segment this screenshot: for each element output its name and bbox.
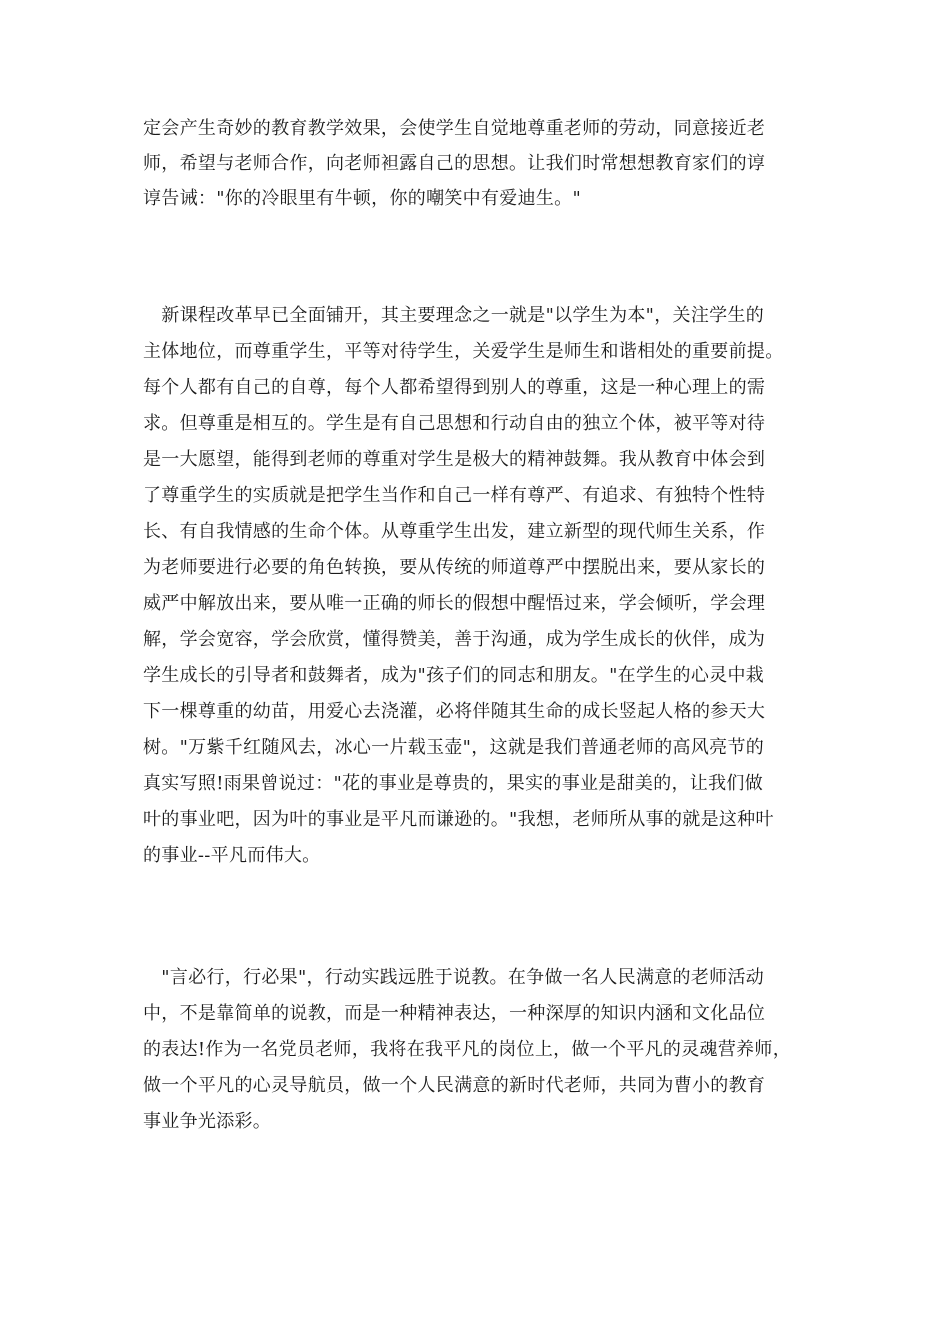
paragraph-2-line-11: 学生成长的引导者和鼓舞者，成为"孩子们的同志和朋友。"在学生的心灵中栽 [143, 665, 765, 686]
paragraph-2-line-10: 解，学会宽容，学会欣赏，懂得赞美，善于沟通，成为学生成长的伙伴，成为 [143, 629, 766, 650]
paragraph-2-line-13: 树。"万紫千红随风去，冰心一片载玉壶"，这就是我们普通老师的高风亮节的 [143, 737, 765, 758]
paragraph-3-line-2: 中，不是靠简单的说教，而是一种精神表达，一种深厚的知识内涵和文化品位 [143, 1003, 766, 1024]
paragraph-2-line-2: 主体地位，而尊重学生，平等对待学生，关爱学生是师生和谐相处的重要前提。 [143, 341, 784, 362]
paragraph-2-line-6: 了尊重学生的实质就是把学生当作和自己一样有尊严、有追求、有独特个性特 [143, 485, 766, 506]
paragraph-3-line-1: "言必行，行必果"，行动实践远胜于说教。在争做一名人民满意的老师活动 [143, 967, 765, 988]
paragraph-2-line-3: 每个人都有自己的自尊，每个人都希望得到别人的尊重，这是一种心理上的需 [143, 377, 766, 398]
paragraph-2-line-1: 新课程改革早已全面铺开，其主要理念之一就是"以学生为本"，关注学生的 [143, 305, 765, 326]
paragraph-1-line-3: 谆告诫："你的冷眼里有牛顿，你的嘲笑中有爱迪生。" [143, 188, 582, 209]
paragraph-3-line-3: 的表达!作为一名党员老师，我将在我平凡的岗位上，做一个平凡的灵魂营养师， [143, 1039, 792, 1060]
paragraph-2-line-12: 下一棵尊重的幼苗，用爱心去浇灌，必将伴随其生命的成长竖起人格的参天大 [143, 701, 766, 722]
paragraph-1-line-2: 师，希望与老师合作，向老师袒露自己的思想。让我们时常想想教育家们的谆 [143, 153, 766, 174]
paragraph-2-line-7: 长、有自我情感的生命个体。从尊重学生出发，建立新型的现代师生关系，作 [143, 521, 766, 542]
paragraph-2-line-5: 是一大愿望，能得到老师的尊重对学生是极大的精神鼓舞。我从教育中体会到 [143, 449, 766, 470]
paragraph-2-line-4: 求。但尊重是相互的。学生是有自己思想和行动自由的独立个体，被平等对待 [143, 413, 766, 434]
paragraph-2-line-8: 为老师要进行必要的角色转换，要从传统的师道尊严中摆脱出来，要从家长的 [143, 557, 766, 578]
paragraph-2-line-15: 叶的事业吧，因为叶的事业是平凡而谦逊的。"我想，老师所从事的就是这种叶 [143, 809, 774, 830]
paragraph-3-line-5: 事业争光添彩。 [143, 1111, 272, 1132]
paragraph-2-line-14: 真实写照!雨果曾说过："花的事业是尊贵的，果实的事业是甜美的，让我们做 [143, 773, 764, 794]
paragraph-1-line-1: 定会产生奇妙的教育教学效果，会使学生自觉地尊重老师的劳动，同意接近老 [143, 118, 766, 139]
paragraph-2-line-16: 的事业--平凡而伟大。 [143, 845, 321, 866]
paragraph-2-line-9: 威严中解放出来，要从唯一正确的师长的假想中醒悟过来，学会倾听，学会理 [143, 593, 766, 614]
paragraph-3-line-4: 做一个平凡的心灵导航员，做一个人民满意的新时代老师，共同为曹小的教育 [143, 1075, 766, 1096]
